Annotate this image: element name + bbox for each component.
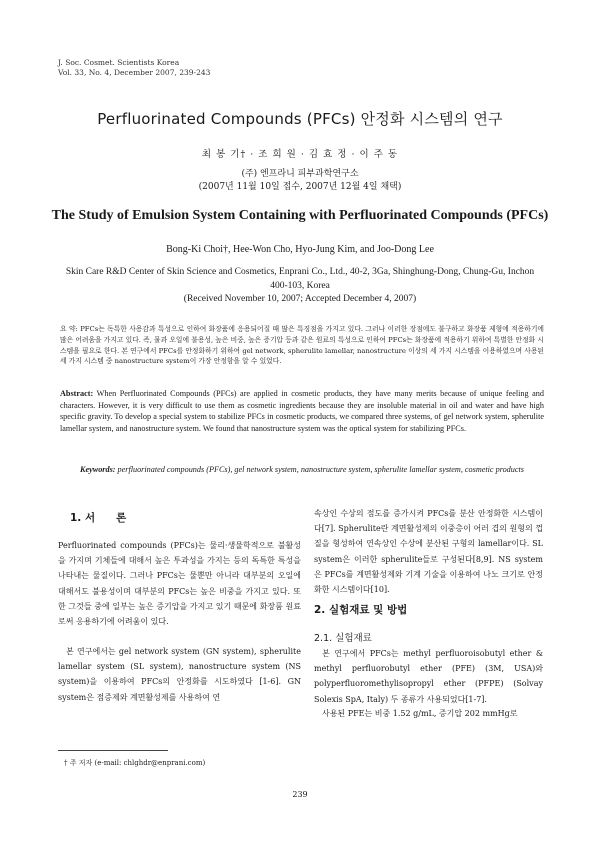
left-column-para1: Perfluorinated compounds (PFCs)는 물리·생물학적으로 불활성을 가지며 기체들에 대해서 높은 투과성을 가지는 등의 독특한 특성을 나타내는 물질이다. 그러나 PFCs는 물뿐만 아니라 대부분의 오일에 대해서도 불용성이며 대부분의 PFCs는 높은 비중을 가지고 있다. 또한 그것들 중에 일부는 높은 증기압을 가지고 있기 때문에 화장품 원료로써 응용하기에 어려움이 있다. [58,541,301,627]
page-number: 239 [292,790,308,799]
english-authors: Bong-Ki Choi†, Hee-Won Cho, Hyo-Jung Kim, and Joo-Dong Lee [166,244,434,255]
keywords [80,464,544,476]
keywords-label: Keywords: [80,465,116,474]
abstract-label: Abstract: [60,389,94,398]
right-column-para2: 본 연구에서 PFCs는 methyl perfluoroisobutyl ether & methyl perfluorobutyl ether (PFE) (3M, USA)와 polyperfluoromethylisopropyl ether (PFPE) (Solvay Solexis SpA, Italy) 두 종류가 사용되었다[1-7]. [314,649,543,704]
journal-volume: Vol. 33, No. 4, December 2007, 239-243 [58,68,211,77]
keywords-text: perfluorinated compounds (PFCs), gel network system, nanostructure system, spherulite lamellar system, cosmetic products [117,465,524,474]
korean-received: (2007년 11월 10일 접수, 2007년 12월 4일 채택) [198,182,402,192]
section-2-heading: 2. 실험재료 및 방법 [314,604,408,616]
right-column-para3: 사용된 PFE는 비중 1.52 g/mL, 증기압 202 mmHg로 [322,709,518,718]
footnote-divider [58,750,168,751]
journal-name: J. Soc. Cosmet. Scientists Korea [58,58,180,67]
korean-affiliation: (주) 엔프라니 피부과학연구소 [241,169,359,179]
english-affiliation-block [50,266,550,307]
korean-abstract: 요 약: PFCs는 독특한 사용감과 특성으로 인하여 화장품에 응용되어질 때 많은 특징점을 가지고 있다. 그러나 이러한 장점에도 불구하고 화장품 제형에 적용하기에 많은 어려움을 가지고 있다. 즉, 물과 오일에 불용성, 높은 비중, 높은 증기압 등과 같은 원료의 특성으로 인하여 PFCs는 화장품에 적용하기 위하여 특별한 안정화 시스템을 필요로 한다. 본 연구에서 PFCs를 안정화하기 위하여 gel network, spherulite lamellar, nanostructure 이상의 세 가지 시스템을 이용하였으며 사용된 세 가지 시스템 중 nanostructure system이 가장 안정함을 알 수 있었다. [60,325,544,366]
korean-authors: 최 봉 기† · 조 희 원 · 김 효 정 · 이 주 동 [201,149,399,160]
korean-title: Perfluorinated Compounds (PFCs) 안정화 시스템의 연구 [97,110,503,128]
right-column-para1: 속상인 수상의 점도를 증가시켜 PFCs를 분산 안정화한 시스템이다[7]. Spherulite란 계면활성제의 이중층이 어러 겹의 원형의 껍질을 형성하여 연속상인 수상에 분산된 구형의 lamellar이다. SL system은 이러한 spherulite들로 구성된다[8,9]. NS system은 PFCs를 계면활성제와 기계 기술을 이용하여 나노 크기로 안정화한 시스템이다[10]. [314,509,543,595]
korean-affiliation-block [0,168,600,194]
english-received: (Received November 10, 2007; Accepted December 4, 2007) [183,294,417,304]
english-abstract [60,388,544,434]
section-2-1-heading: 2.1. 실험재료 [314,633,372,644]
english-title: The Study of Emulsion System Containing with Perfluorinated Compounds (PFCs) [51,208,549,223]
english-affiliation-line2: 400-103, Korea [270,280,330,291]
journal-header [58,58,210,78]
section-1-heading: 1. 서 론 [70,512,127,524]
footnote: † 주 저자 (e-mail: chlghdr@enprani.com) [64,759,206,767]
abstract-text: When Perfluorinated Compounds (PFCs) are applied in cosmetic products, they have many merits because of unique feeling and characters. However, it is very difficult to use them as cosmetic ingredients because they are insoluble material in oil and water and have high specific gravity. To develop a special system to stabilize PFCs in cosmetic products, we compared three systems, of gel network system, spherulite lamellar system, and nanostructure system. We found that nanostructure system was the optical system for stabilizing PFCs. [60,389,544,433]
left-column-para2: 본 연구에서는 gel network system (GN system), spherulite lamellar system (SL system), nanostructure system (NS system)을 이용하여 PFCs의 안정화를 시도하였다 [1-6]. GN system은 점증제와 계면활성제를 사용하여 연 [58,647,301,702]
english-affiliation-line1: Skin Care R&D Center of Skin Science and Cosmetics, Enprani Co., Ltd., 40-2, 3Ga, Shinghung-Dong, Chung-Gu, Inchon [65,267,535,277]
